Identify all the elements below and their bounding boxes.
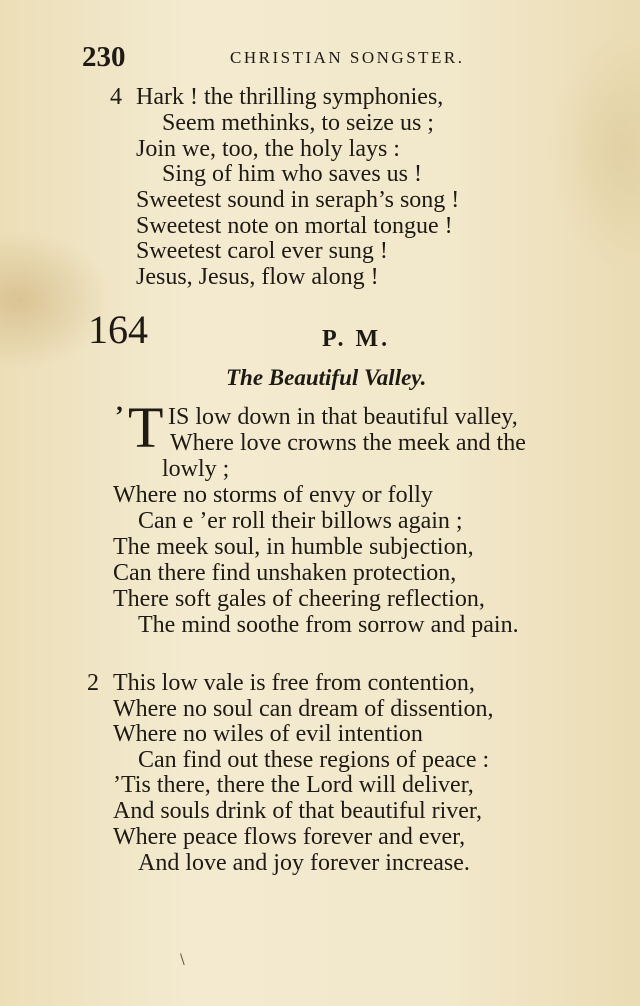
stanza-number: 2 [87, 670, 99, 696]
stanza-number: 4 [110, 84, 122, 110]
hymn-number: 164 [88, 307, 148, 352]
verse-line: And souls drink of that beautiful river, [113, 798, 482, 824]
verse-line: Hark ! the thrilling symphonies, [136, 84, 444, 110]
footer-mark: \ [180, 952, 185, 968]
page-number: 230 [82, 41, 126, 73]
running-head: CHRISTIAN SONGSTER. [230, 48, 465, 67]
verse-line: Can there find unshaken protection, [113, 560, 457, 586]
verse-line: Can e ’er roll their billows again ; [138, 508, 463, 534]
verse-line: IS low down in that beautiful valley, [168, 404, 518, 430]
verse-line: Sing of him who saves us ! [162, 161, 422, 187]
verse-line: Where no wiles of evil intention [113, 721, 423, 747]
opening-apostrophe: ’ [115, 401, 124, 430]
verse-line: This low vale is free from contention, [113, 670, 475, 696]
verse-line: The meek soul, in humble subjection, [113, 534, 474, 560]
verse-line: Where love crowns the meek and the [170, 430, 526, 456]
verse-line: lowly ; [162, 456, 230, 482]
verse-line: Join we, too, the holy lays : [136, 136, 400, 162]
verse-line: Sweetest carol ever sung ! [136, 238, 388, 264]
verse-line: The mind soothe from sorrow and pain. [138, 612, 519, 638]
verse-line: Where no storms of envy or folly [113, 482, 433, 508]
drop-cap: T [128, 395, 164, 460]
hymn-title: The Beautiful Valley. [226, 365, 427, 390]
verse-line: Sweetest sound in seraph’s song ! [136, 187, 460, 213]
verse-line: Where peace flows forever and ever, [113, 824, 466, 850]
verse-line: And love and joy forever increase. [138, 850, 470, 876]
verse-line: ’Tis there, there the Lord will deliver, [113, 772, 474, 798]
verse-line: Jesus, Jesus, flow along ! [136, 264, 379, 290]
page-header [82, 42, 602, 72]
verse-line: There soft gales of cheering reflection, [113, 586, 485, 612]
verse-line: Where no soul can dream of dissention, [113, 696, 494, 722]
hymn-meter: P. M. [322, 326, 391, 352]
verse-line: Can find out these regions of peace : [138, 747, 490, 773]
verse-line: Sweetest note on mortal tongue ! [136, 213, 453, 239]
verse-line: Seem methinks, to seize us ; [162, 110, 434, 136]
